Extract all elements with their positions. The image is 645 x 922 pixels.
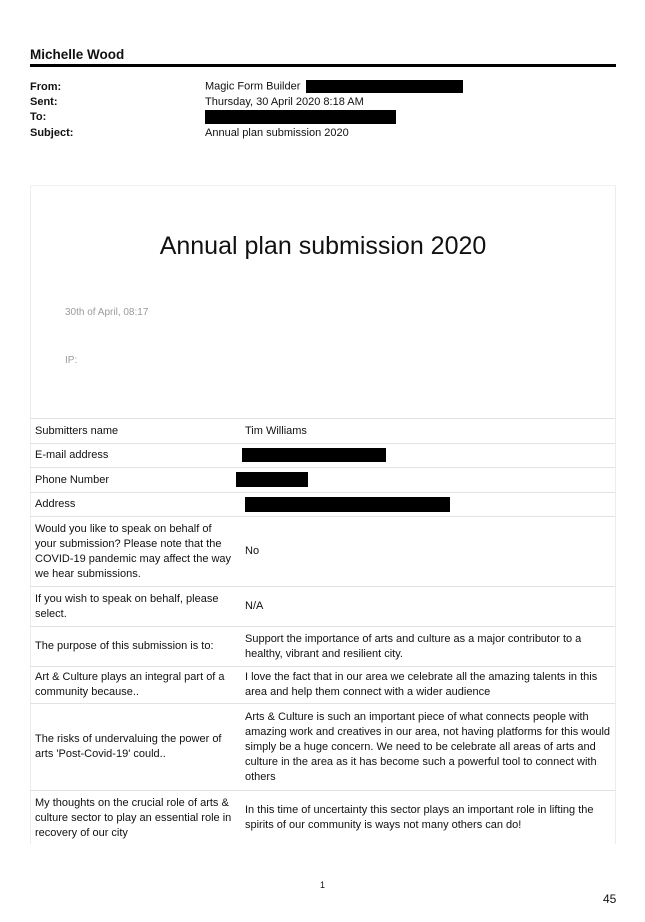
row-label: Would you like to speak on behalf of your submission? Please note that the COVID-19 pandemic may affect the way we hear submissions. xyxy=(30,517,240,587)
redacted-recipient xyxy=(205,110,396,124)
row-value: Support the importance of arts and culture as a major contributor to a healthy, vibrant and resilient city. xyxy=(240,627,615,667)
from-value xyxy=(205,80,463,93)
table-row xyxy=(30,419,615,444)
row-label: The purpose of this submission is to: xyxy=(30,627,240,667)
table-row xyxy=(30,517,615,587)
row-value: N/A xyxy=(240,587,615,627)
row-value: I love the fact that in our area we celebrate all the amazing talents in this area and help them connect with a wider audience xyxy=(240,667,615,704)
from-sender: Magic Form Builder xyxy=(205,80,301,93)
sent-value: Thursday, 30 April 2020 8:18 AM xyxy=(205,96,364,108)
from-label: From: xyxy=(30,81,62,93)
table-row xyxy=(30,444,615,468)
redacted-email-value xyxy=(242,448,386,462)
table-row xyxy=(30,493,615,517)
table-row xyxy=(30,627,615,667)
row-value xyxy=(240,493,615,517)
row-label: The risks of undervaluing the power of arts 'Post-Covid-19' could.. xyxy=(30,704,240,791)
to-label: To: xyxy=(30,111,47,123)
row-value xyxy=(240,468,615,493)
sender-name: Michelle Wood xyxy=(30,47,125,62)
form-title: Annual plan submission 2020 xyxy=(159,232,487,260)
redacted-email xyxy=(306,80,463,93)
row-label: E-mail address xyxy=(30,444,240,468)
row-label: If you wish to speak on behalf, please select. xyxy=(30,587,240,627)
row-value xyxy=(240,444,615,468)
table-row xyxy=(30,791,615,846)
row-label: Submitters name xyxy=(30,419,240,444)
sent-label: Sent: xyxy=(30,96,58,108)
document-number: 45 xyxy=(603,892,617,906)
row-label: Art & Culture plays an integral part of a community because.. xyxy=(30,667,240,704)
row-value: No xyxy=(240,517,615,587)
table-row xyxy=(30,704,615,791)
row-value: In this time of uncertainty this sector plays an important role in lifting the spirits of our community is ways not many others can do! xyxy=(240,791,615,846)
table-row xyxy=(30,587,615,627)
page-number: 1 xyxy=(319,880,325,890)
row-label: Address xyxy=(30,493,240,517)
submission-date: 30th of April, 08:17 xyxy=(65,307,149,318)
row-value: Arts & Culture is such an important piece of what connects people with amazing work and creatives in our area, not having platforms for this would simply be a huge concern. We need to be celebrate all areas of arts and culture in the area as it has become such a powerful tool to connect with others xyxy=(240,704,615,791)
table-row xyxy=(30,667,615,704)
subject-label: Subject: xyxy=(30,127,74,139)
subject-value: Annual plan submission 2020 xyxy=(205,127,349,139)
header-rule xyxy=(30,64,616,67)
redacted-phone-value xyxy=(236,472,308,487)
redacted-address-value xyxy=(245,497,450,512)
row-label: Phone Number xyxy=(30,468,240,493)
ip-label: IP: xyxy=(65,355,78,366)
row-label: My thoughts on the crucial role of arts & culture sector to play an essential role in recovery of our city xyxy=(30,791,240,846)
table-row xyxy=(30,468,615,493)
submission-table xyxy=(30,418,615,846)
row-value: Tim Williams xyxy=(240,419,615,444)
